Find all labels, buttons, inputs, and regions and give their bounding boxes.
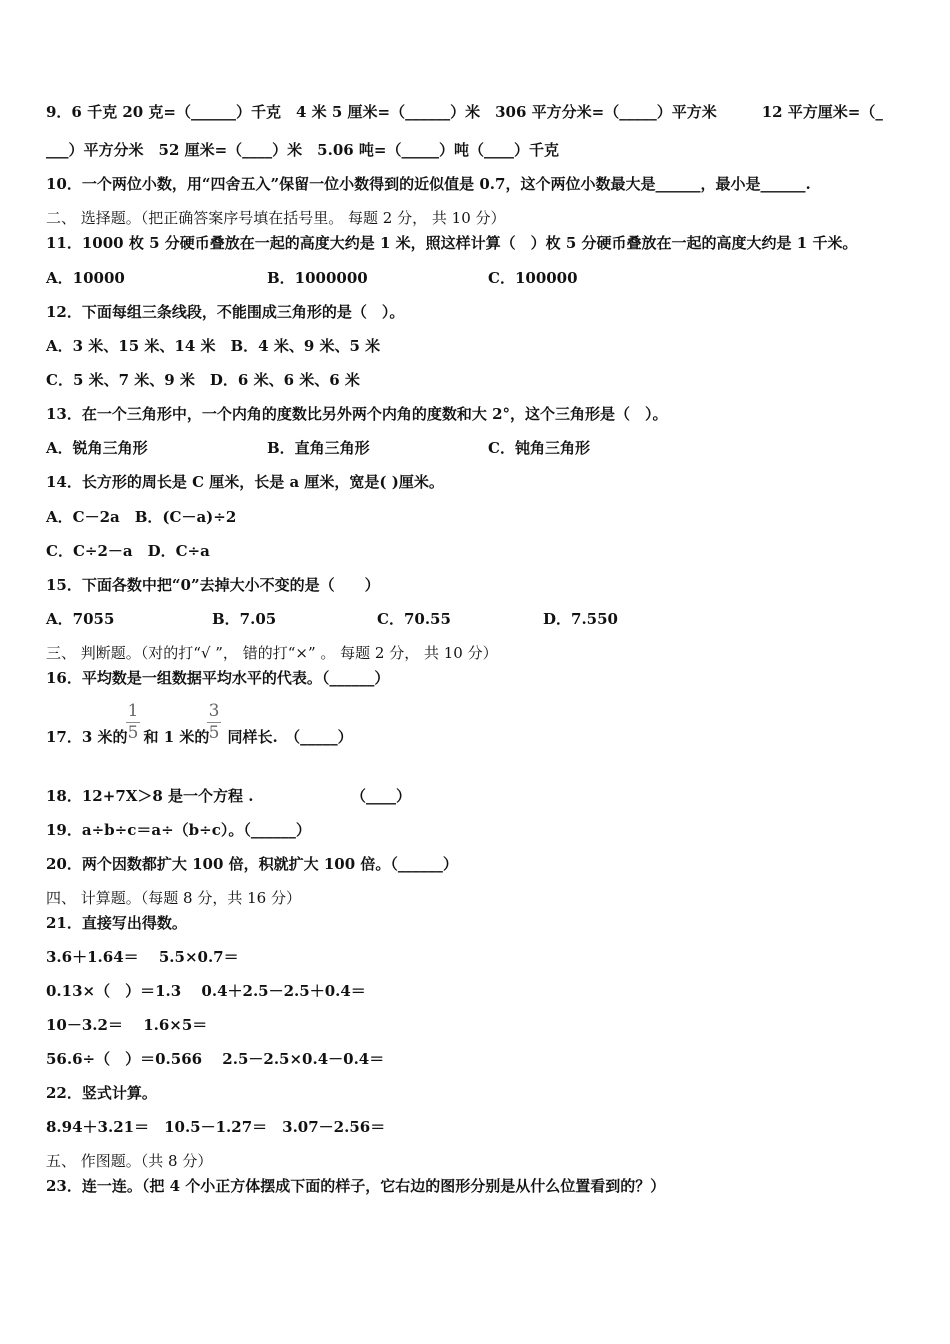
fraction-denominator: 5 (208, 723, 220, 743)
fraction-three-fifths (207, 702, 221, 742)
option-a: A．10000 (46, 269, 125, 287)
fraction-denominator: 5 (127, 723, 139, 743)
question-13-options (46, 438, 590, 458)
question-21-row-1: 3.6＋1.64＝ 5.5×0.7＝ (46, 948, 239, 966)
question-23: 23．连一连。（把 4 个小正方体摆成下面的样子，它右边的图形分别是从什么位置看到的？） (46, 1177, 666, 1195)
question-20: 20．两个因数都扩大 100 倍，积就扩大 100 倍。（______） (46, 855, 458, 873)
question-14-stem: 14．长方形的周长是 C 厘米，长是 a 厘米，宽是( )厘米。 (46, 473, 444, 491)
question-17 (46, 727, 353, 747)
question-21-row-2: 0.13×（ ）＝1.3 0.4＋2.5－2.5＋0.4＝ (46, 982, 366, 1000)
question-11-options (46, 268, 578, 288)
question-9-line-1: 9．6 千克 20 克=（______）千克 4 米 5 厘米=（______）米 306 平方分米=（_____）平方米 12 平方厘米=（_ (46, 103, 883, 121)
question-13-stem: 13．在一个三角形中，一个内角的度数比另外两个内角的度数和大 2°，这个三角形是（ ）。 (46, 405, 668, 423)
section-5-heading: 五、 作图题。（共 8 分） (46, 1152, 213, 1170)
question-11-stem: 11．1000 枚 5 分硬币叠放在一起的高度大约是 1 米，照这样计算（ ）枚 5 分硬币叠放在一起的高度大约是 1 千米。 (46, 234, 858, 252)
fraction-numerator: 1 (127, 701, 139, 721)
question-14-options-cd: C．C÷2－a D．C÷a (46, 542, 210, 560)
question-9-line-2: ___）平方分米 52 厘米=（____）米 5.06 吨=（_____）吨（____）千克 (46, 141, 559, 159)
option-c: C．钝角三角形 (488, 439, 590, 457)
question-14-options-ab: A．C－2a B．(C－a)÷2 (46, 508, 237, 526)
section-4-heading: 四、 计算题。（每题 8 分，共 16 分） (46, 889, 301, 907)
question-21-row-3: 10－3.2＝ 1.6×5＝ (46, 1016, 208, 1034)
question-21-stem: 21．直接写出得数。 (46, 914, 187, 932)
option-a: A．7055 (46, 610, 115, 628)
option-b: B．直角三角形 (267, 439, 370, 457)
question-15-stem: 15．下面各数中把“0”去掉大小不变的是（ ） (46, 576, 380, 594)
question-17-part-3: 同样长. （_____） (227, 728, 353, 746)
question-12-options-ab: A．3 米、15 米、14 米 B．4 米、9 米、5 米 (46, 337, 381, 355)
question-17-part-1: 17．3 米的 (46, 728, 128, 746)
question-22-row-1: 8.94＋3.21＝ 10.5－1.27＝ 3.07－2.56＝ (46, 1118, 386, 1136)
option-c: C．100000 (488, 269, 578, 287)
fraction-one-fifth (126, 702, 140, 742)
question-22-stem: 22．竖式计算。 (46, 1084, 157, 1102)
question-16: 16．平均数是一组数据平均水平的代表。（______） (46, 669, 390, 687)
question-10: 10．一个两位小数，用“四舍五入”保留一位小数得到的近似值是 0.7，这个两位小数最大是______，最小是______. (46, 175, 811, 193)
section-2-heading: 二、 选择题。（把正确答案序号填在括号里。 每题 2 分， 共 10 分） (46, 209, 506, 227)
question-12-stem: 12．下面每组三条线段，不能围成三角形的是（ ）。 (46, 303, 405, 321)
option-c: C．70.55 (377, 610, 451, 628)
section-3-heading: 三、 判断题。（对的打“√ ”， 错的打“×” 。 每题 2 分， 共 10 分） (46, 644, 498, 662)
question-17-part-2: 和 1 米的 (143, 728, 210, 746)
fraction-numerator: 3 (208, 701, 220, 721)
question-18: 18．12+7X＞8 是一个方程 . （____） (46, 787, 411, 805)
option-d: D．7.550 (543, 610, 618, 628)
option-a: A．锐角三角形 (46, 439, 148, 457)
question-15-options (46, 609, 618, 629)
question-19: 19．a÷b÷c＝a÷（b÷c）。（______） (46, 821, 311, 839)
option-b: B．7.05 (212, 610, 277, 628)
option-b: B．1000000 (267, 269, 368, 287)
question-21-row-4: 56.6÷（ ）＝0.566 2.5－2.5×0.4－0.4＝ (46, 1050, 385, 1068)
question-12-options-cd: C．5 米、7 米、9 米 D．6 米、6 米、6 米 (46, 371, 360, 389)
